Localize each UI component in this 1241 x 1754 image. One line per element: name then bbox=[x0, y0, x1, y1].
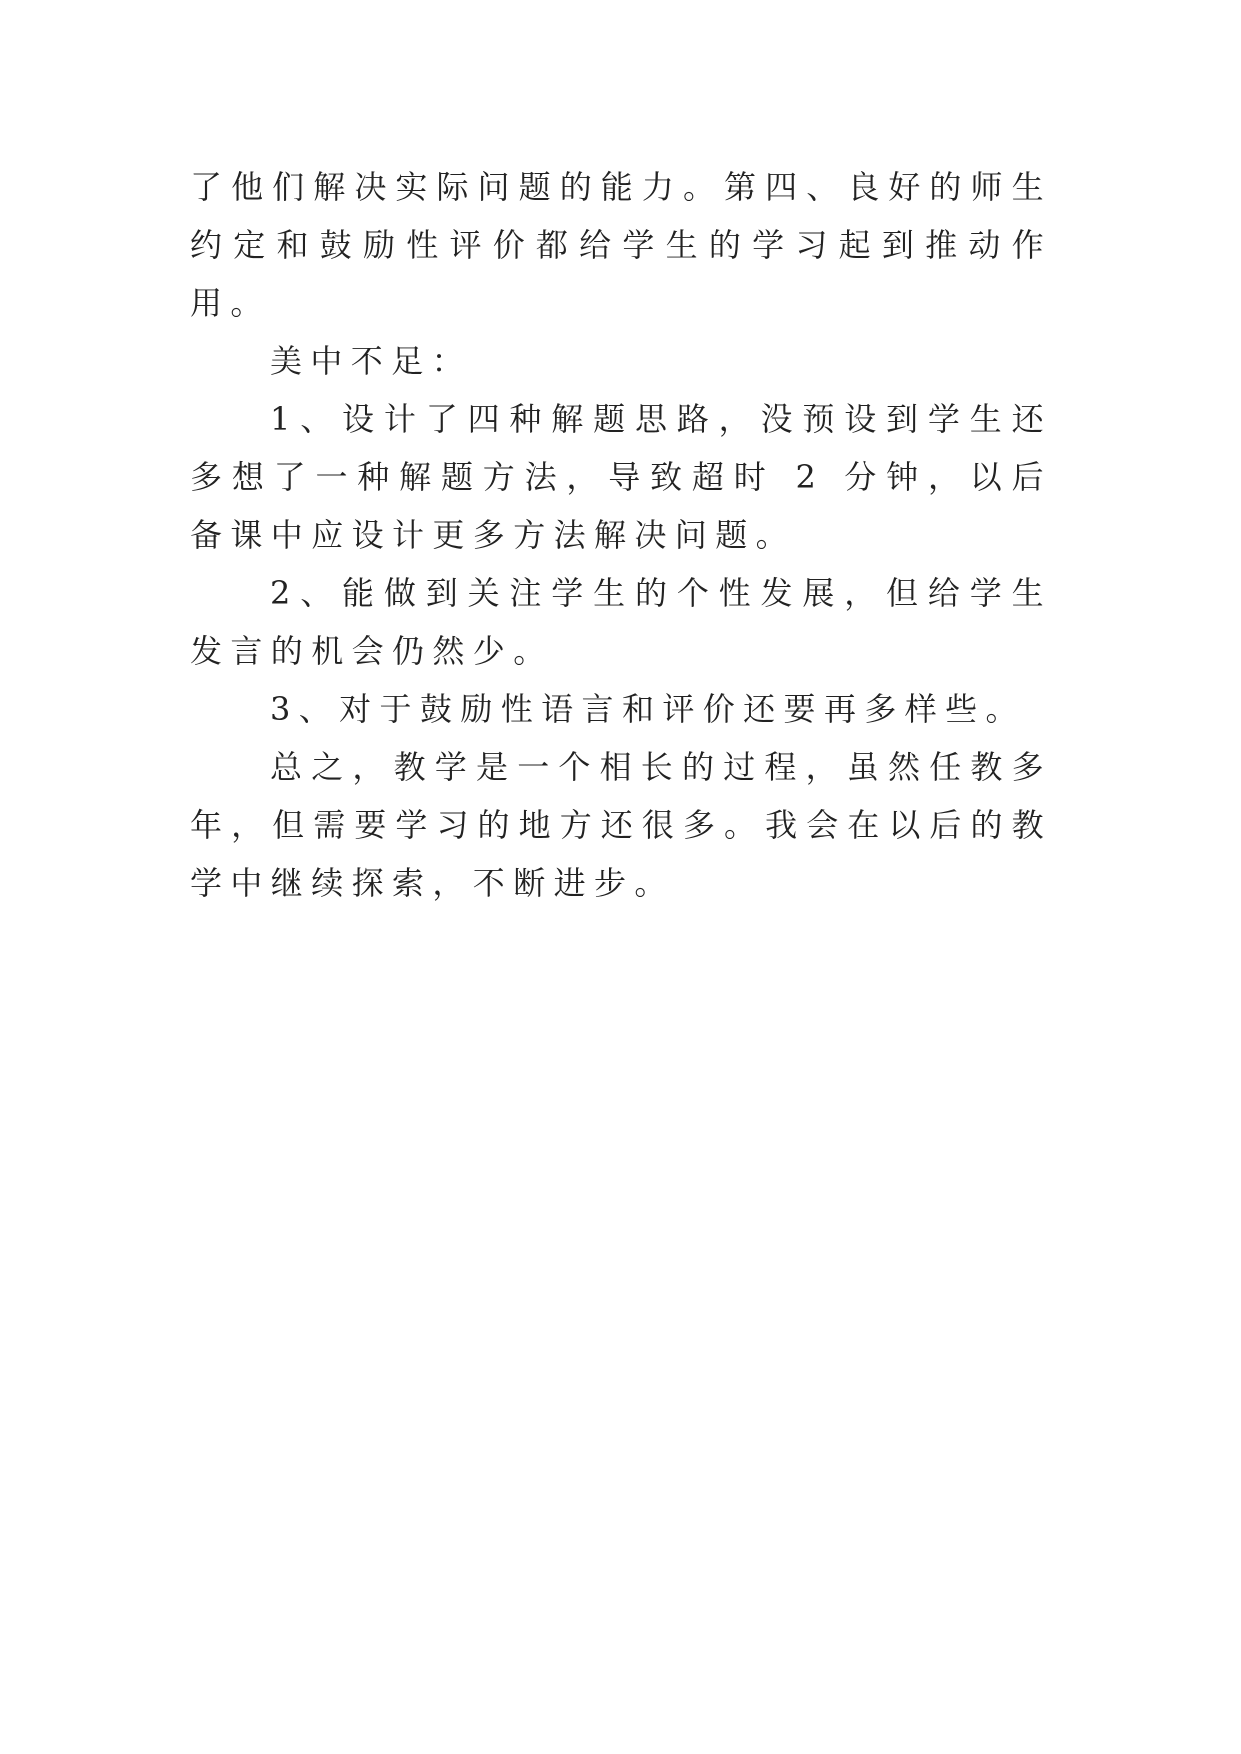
paragraph-item-3: 3、对于鼓励性语言和评价还要再多样些。 bbox=[270, 690, 1026, 728]
paragraph-continuation: 了他们解决实际问题的能力。第四、良好的师生约定和鼓励性评价都给学生的学习起到推动作用。 bbox=[190, 168, 1052, 322]
paragraph-item-1: 1、设计了四种解题思路，没预设到学生还多想了一种解题方法，导致超时 2 分钟，以后备课中应设计更多方法解决问题。 bbox=[190, 400, 1052, 554]
paragraph-item-2: 2、能做到关注学生的个性发展，但给学生发言的机会仍然少。 bbox=[190, 574, 1052, 670]
paragraph-shortcomings-heading: 美中不足： bbox=[270, 342, 473, 380]
document-body bbox=[190, 158, 1052, 912]
paragraph-conclusion: 总之，教学是一个相长的过程，虽然任教多年，但需要学习的地方还很多。我会在以后的教学中继续探索，不断进步。 bbox=[190, 748, 1052, 902]
